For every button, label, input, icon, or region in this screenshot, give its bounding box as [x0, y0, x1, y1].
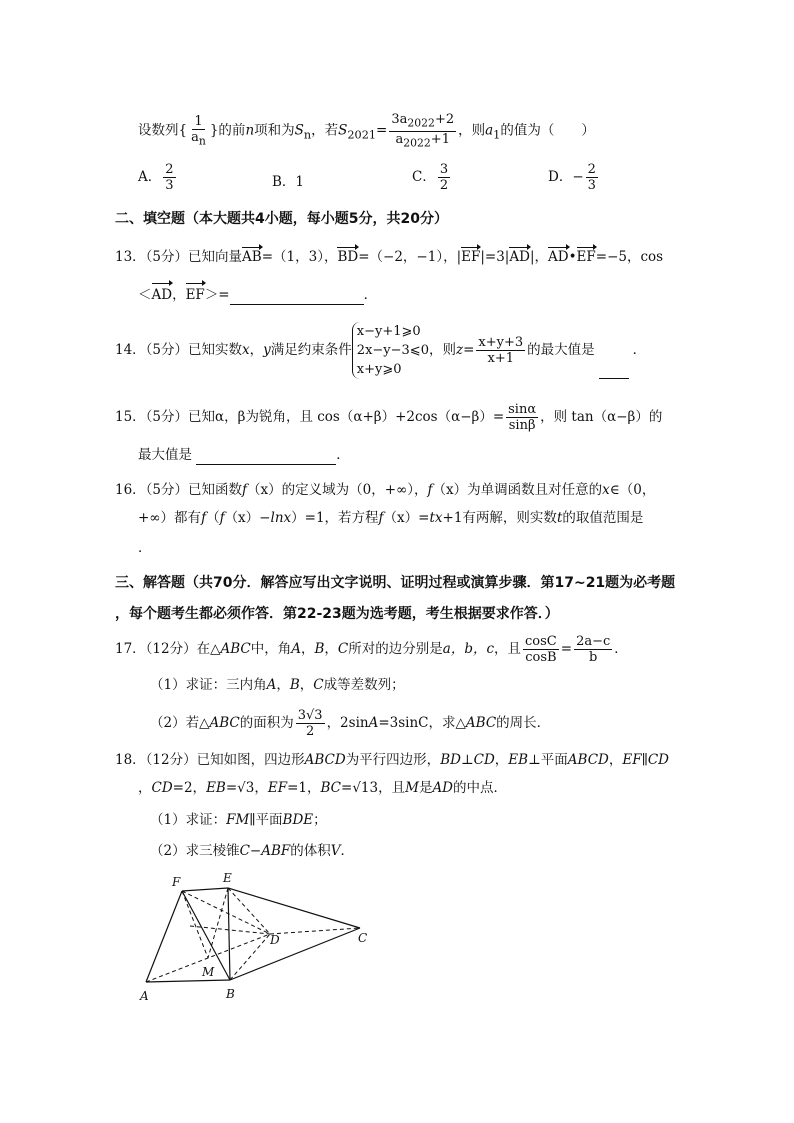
- q12-option-b: B．1: [272, 174, 305, 190]
- edge-EB: [228, 888, 230, 980]
- vertex-label-C: C: [358, 931, 368, 945]
- edge-AB: [146, 980, 230, 982]
- section-heading-solutions-2: ，每个题考生都必须作答．第22-23题为选考题，考生根据要求作答．）: [115, 606, 559, 622]
- edge-FE: [182, 888, 228, 891]
- q17-stem: 17．（12分）在△ABC中，角A，B，C所对的边分别是a，b，c，且 $\frac{\cos C}{\cos B}$ = $\frac{2a-c}{b}$ ．: [115, 634, 628, 665]
- vertex-label-B: B: [226, 987, 235, 1001]
- q18-line1: 18．（12分）已知如图，四边形ABCD为平行四边形，BD⊥CD，EB⊥平面ABCD，EF∥CD: [115, 752, 669, 768]
- edge-FM: [182, 891, 208, 958]
- edge-FA: [146, 891, 182, 982]
- q14: 14．（5分）已知实数x，y满足约束条件x−y+1⩾0 2x−y−3⩽0 x+y⩾0，则z= $\frac{x+y+3}{x+1}$ 的最大值是 ．: [115, 324, 647, 377]
- q16-line1: 16．（5分）已知函数f（x）的定义域为（0，+∞），f（x）为单调函数且对任意的x∈（0，: [115, 482, 656, 498]
- q12-option-c: C． $\frac{3}{2}$: [412, 162, 449, 193]
- fraction: $\frac{3a_{2022}+2}{a_{2022}+1}$: [391, 112, 455, 150]
- edge-EM: [208, 888, 228, 958]
- vertex-label-F: F: [172, 875, 181, 889]
- q17-part2: （2）若△ABC的面积为 $\frac{3√3}{2}$ ，2sinA=3sinC，求△ABC的周长．: [150, 708, 551, 739]
- answer-blank[interactable]: [230, 288, 364, 305]
- q16-line2: +∞）都有f（f（x）−lnx）=1，若方程f（x）=tx+1有两解，则实数t的取值范围是: [138, 510, 644, 526]
- edge-EC: [228, 888, 360, 928]
- q12-option-a: A． $\frac{2}{3}$: [138, 162, 174, 193]
- edge-BD: [230, 934, 270, 980]
- q12-option-d: D．− $\frac{2}{3}$: [548, 162, 596, 193]
- constraint-system: x−y+1⩾0 2x−y−3⩽0 x+y⩾0: [352, 322, 429, 379]
- section-heading-solutions-1: 三、解答题（共70分．解答应写出文字说明、证明过程或演算步骤．第17~21题为必考题: [115, 575, 676, 591]
- section-heading-fill-in: 二、填空题（本大题共4小题，每小题5分，共20分）: [115, 211, 448, 227]
- q15-line1: 15．（5分）已知α，β为锐角，且 cos（α+β）+2cos（α−β）= $\frac{\sin\alpha}{\sin\beta}$ ，则 tan（α−β）的: [115, 402, 663, 433]
- vertex-label-E: E: [223, 871, 232, 885]
- q15-line2: 最大值是 ．: [138, 447, 350, 463]
- vertex-label-A: A: [140, 989, 149, 1003]
- q18-line2: ，CD=2，EB=√3，EF=1，BC=√13，且M是AD的中点．: [138, 780, 508, 796]
- edge-BC: [230, 928, 360, 980]
- q16-line3: ．: [138, 540, 152, 556]
- answer-blank[interactable]: [599, 364, 629, 379]
- q12-stem: 设数列{ $\frac{1}{a_n}$ }的前n项和为$S_n$，若$S_{2021}=$ $\frac{3a_{2022}+2}{a_{2022}+1}$ ，则$a_1$的值为（ ）: [138, 112, 595, 150]
- q13-line1: 13．（5分）已知向量AB=（1，3），BD=（−2，−1），|EF|=3|AD|，AD•EF=−5，cos: [115, 249, 664, 265]
- geometry-figure: [130, 866, 380, 1006]
- answer-blank[interactable]: [196, 448, 336, 465]
- q18-part1: （1）求证：FM∥平面BDE；: [150, 812, 327, 828]
- vertex-label-D: D: [270, 933, 280, 947]
- vertex-label-M: M: [202, 965, 215, 979]
- q13-line2: ＜AD，EF＞= ．: [138, 287, 378, 303]
- fraction: $\frac{1}{a_n}$: [191, 113, 206, 148]
- q18-part2: （2）求三棱锥C−ABF的体积V．: [150, 843, 355, 859]
- q17-part1: （1）求证：三内角A，B，C成等差数列；: [150, 677, 405, 693]
- edge-FD: [182, 891, 270, 934]
